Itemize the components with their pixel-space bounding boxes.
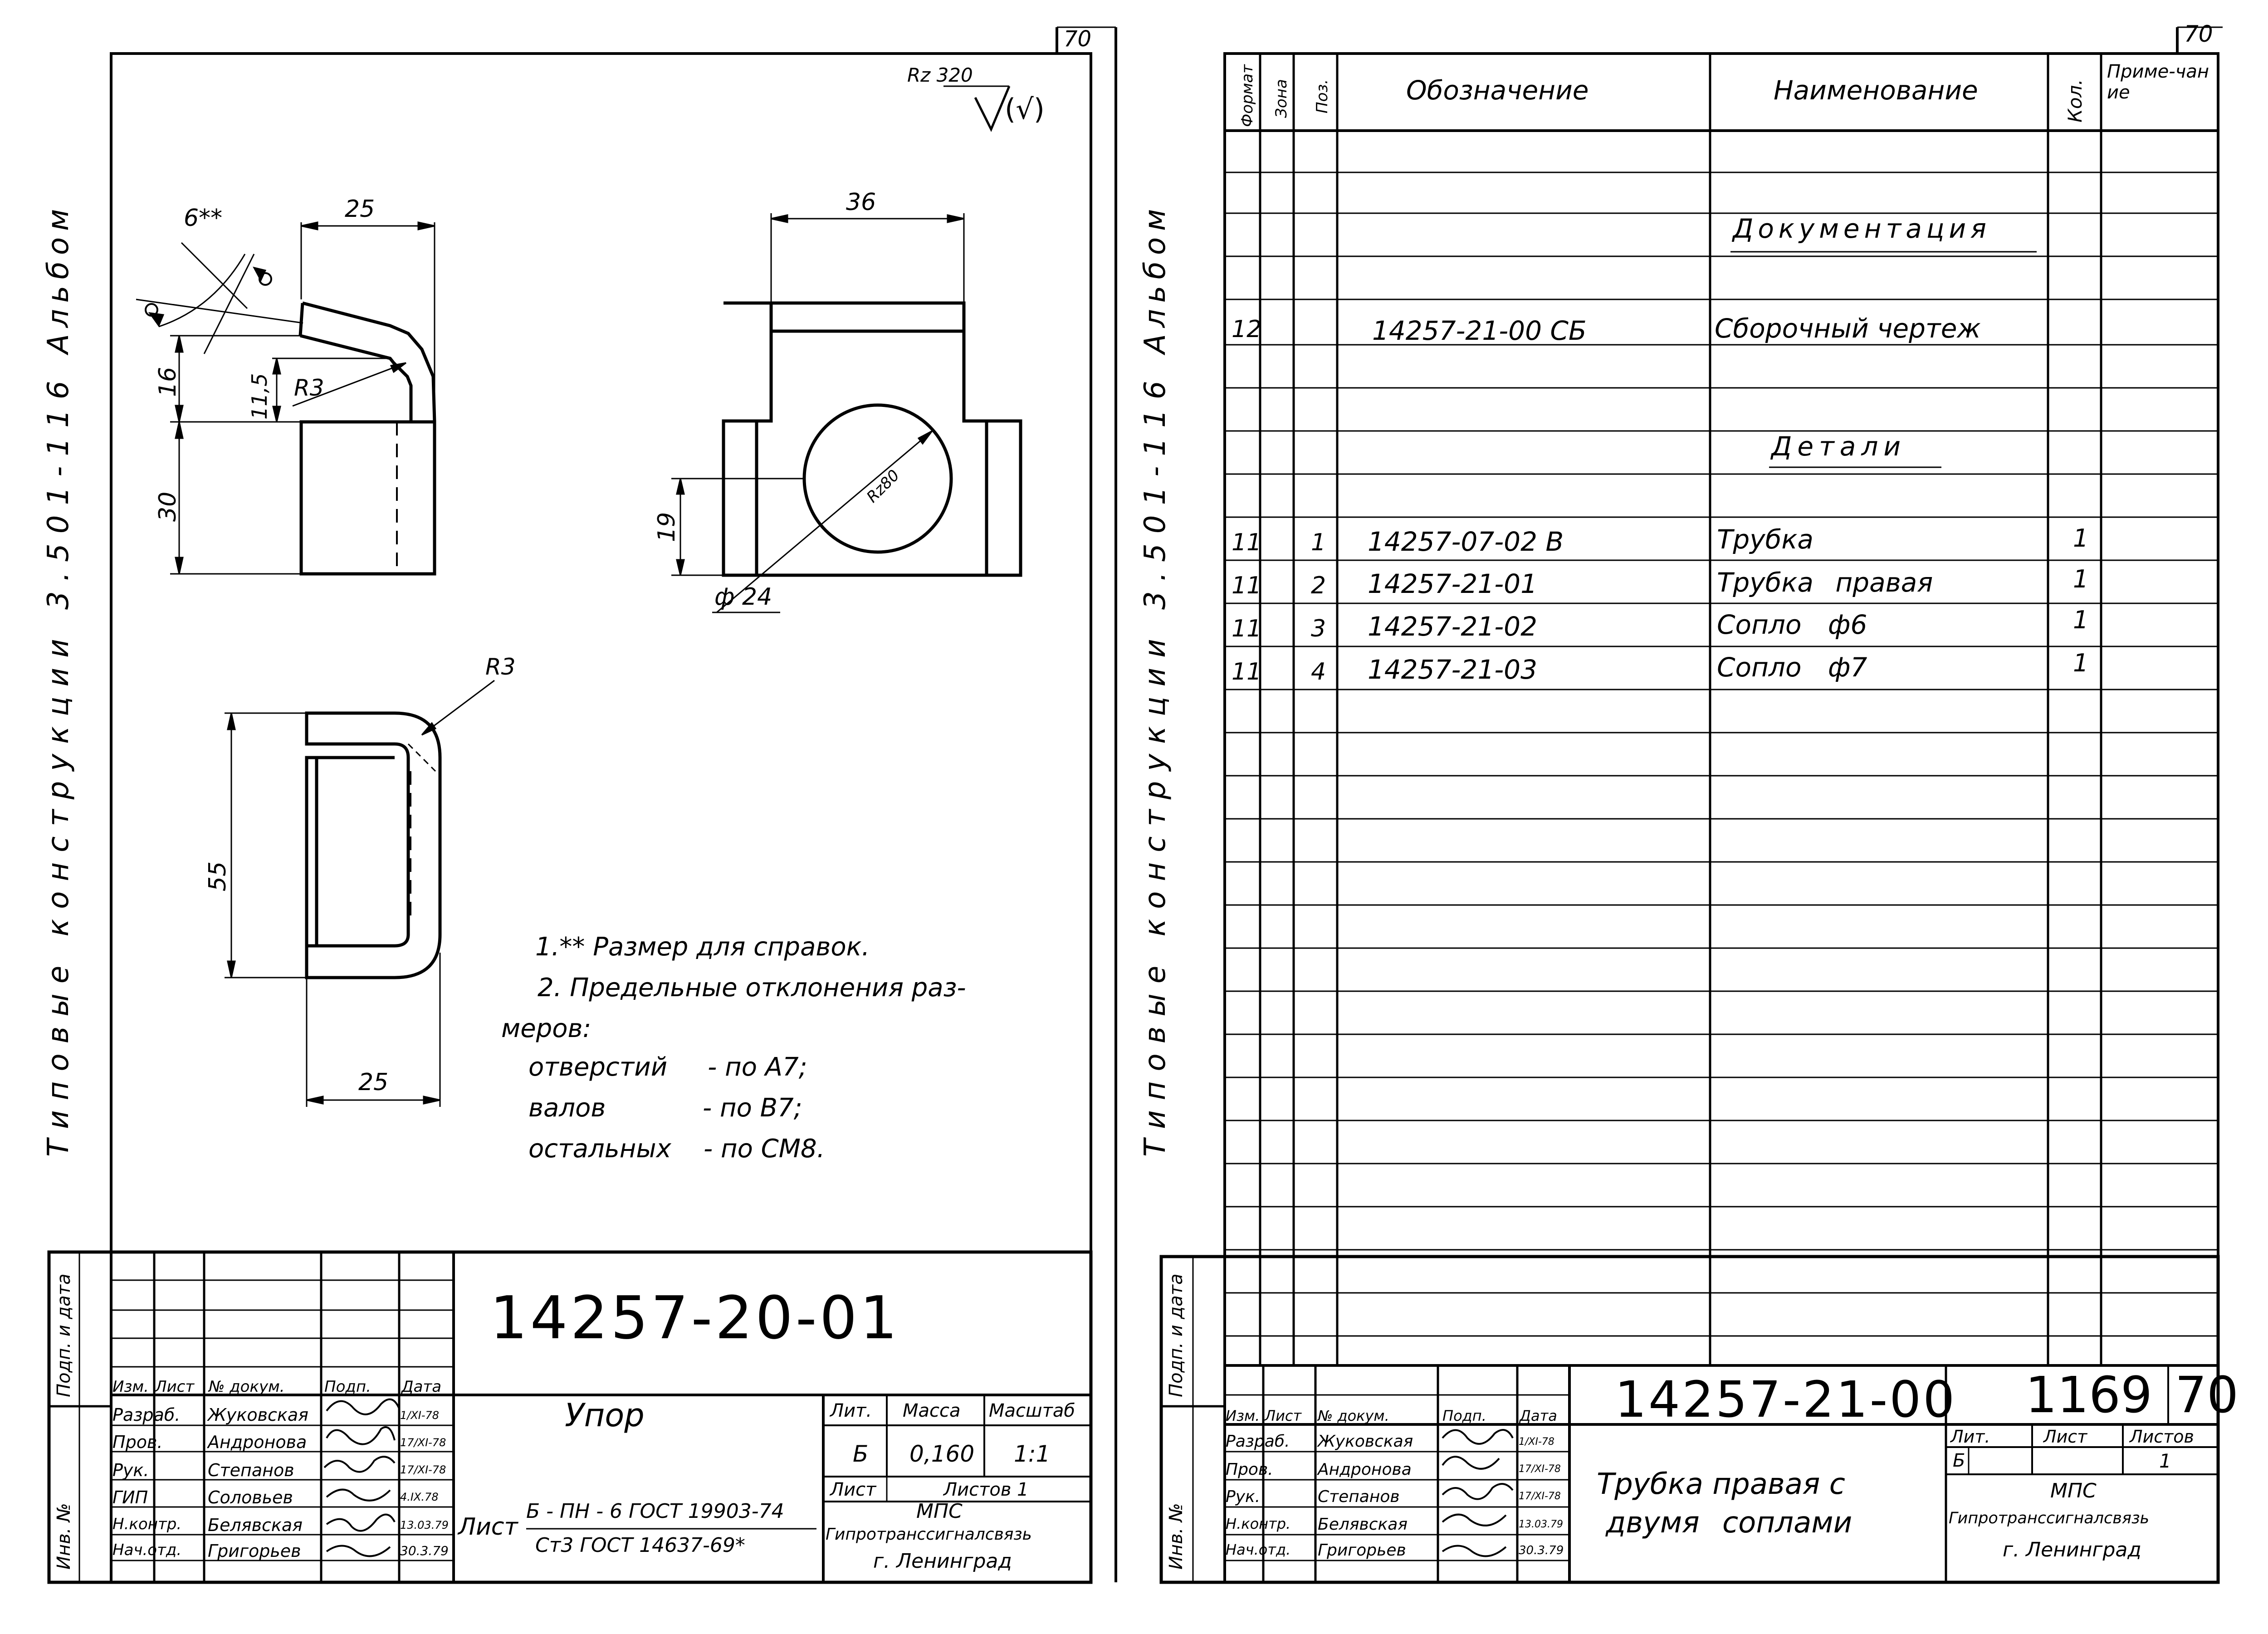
roughness-value: Rz 320 <box>907 64 973 86</box>
dim-19: 19 <box>653 512 680 542</box>
role: Пров. <box>112 1432 163 1452</box>
dim-36: 36 <box>846 189 876 216</box>
right-name-line-2: двумя соплами <box>1606 1506 1853 1540</box>
sign-date: 30.3.79 <box>400 1543 449 1558</box>
inv-no-label-left: Инв. № <box>54 1503 74 1570</box>
album-label-left: Альбом <box>42 202 75 354</box>
inv-no-label-right: Инв. № <box>1166 1503 1187 1570</box>
right-lit-label: Лит. <box>1950 1427 1990 1447</box>
sign-date: 1/XI-78 <box>1519 1436 1554 1448</box>
header-list: Лист <box>1265 1407 1302 1424</box>
left-lit-value: Б <box>853 1441 869 1467</box>
dim-30: 30 <box>154 491 181 522</box>
header-izm: Изм. <box>1226 1407 1260 1424</box>
left-org-line-1: МПС <box>916 1500 963 1523</box>
material-prefix: Лист <box>458 1513 518 1541</box>
role: Разраб. <box>112 1405 181 1425</box>
right-org-line-2: Гипротранссигналсвязь <box>1949 1509 2150 1527</box>
header-doc-no: № докум. <box>1318 1407 1389 1424</box>
dim-16: 16 <box>154 367 181 397</box>
dim-phi-24: ф 24 <box>714 583 772 611</box>
left-org-line-3: г. Ленинград <box>873 1550 1012 1573</box>
cell-name: Сборочный чертеж <box>1715 313 1981 344</box>
dim-rz80: Rz80 <box>863 466 904 507</box>
header-izm: Изм. <box>112 1378 149 1396</box>
dim-6: 6** <box>184 205 223 232</box>
note-line: остальных - по СМ8. <box>528 1134 825 1164</box>
note-line: меров: <box>501 1014 591 1043</box>
signer-name: Григорьев <box>208 1541 301 1561</box>
right-lit-value: Б <box>1953 1450 1965 1471</box>
sign-date: 30.3.79 <box>1519 1544 1564 1557</box>
note-line: 2. Предельные отклонения раз- <box>538 973 966 1003</box>
cell-format: 11 <box>1232 572 1262 599</box>
cell-qty: 1 <box>2073 606 2089 634</box>
material-line-2: Ст3 ГОСТ 14637-69* <box>535 1534 745 1557</box>
header-doc-no: № докум. <box>209 1378 285 1396</box>
cell-format: 11 <box>1232 529 1262 556</box>
right-sheets-label: Листов <box>2130 1427 2194 1447</box>
series-label-left: Типовые конструкции 3.501-116 <box>42 371 75 1157</box>
spec-header-designation: Обозначение <box>1406 75 1589 106</box>
left-scale-label: Масштаб <box>989 1400 1075 1421</box>
signer-name: Григорьев <box>1318 1541 1406 1560</box>
cell-name: Трубка правая <box>1717 567 1933 598</box>
sheet-mark-right: 70 <box>2184 21 2213 47</box>
dim-25-top: 25 <box>345 196 375 223</box>
podp-data-label-left: Подп. и дата <box>54 1273 74 1397</box>
role: Нач.отд. <box>112 1541 182 1559</box>
role: ГИП <box>112 1487 148 1507</box>
right-sheet-frame <box>1225 54 2218 1582</box>
left-lit-label: Лит. <box>830 1400 872 1421</box>
cell-format: 11 <box>1232 615 1262 642</box>
cell-qty: 1 <box>2073 649 2089 677</box>
role: Рук. <box>112 1460 149 1480</box>
left-part-name: Упор <box>565 1397 645 1434</box>
spec-header-pos: Поз. <box>1313 79 1331 113</box>
left-mass-label: Масса <box>903 1400 961 1421</box>
cell-qty: 1 <box>2073 524 2089 553</box>
roughness-note: (√) <box>1005 93 1045 126</box>
role: Разраб. <box>1226 1432 1290 1451</box>
role: Рук. <box>1226 1487 1261 1506</box>
cell-name: Сопло ф6 <box>1717 609 1867 640</box>
cell-format: 12 <box>1232 316 1262 343</box>
dim-r3-top: R3 <box>485 654 516 680</box>
dim-25-bottom: 25 <box>358 1069 389 1096</box>
podp-data-label-right: Подп. и дата <box>1166 1273 1187 1397</box>
signer-name: Степанов <box>208 1460 294 1480</box>
dim-55: 55 <box>204 861 231 891</box>
section-docs: Документация <box>1733 213 1991 244</box>
note-line: отверстий - по А7; <box>528 1052 807 1082</box>
right-doc-number: 14257-21-00 <box>1615 1370 1957 1429</box>
header-data: Дата <box>1520 1407 1557 1424</box>
right-sheet-label: Лист <box>2043 1427 2087 1447</box>
left-doc-number: 14257-20-01 <box>490 1283 900 1352</box>
left-scale-value: 1:1 <box>1014 1441 1051 1467</box>
series-label-right: Типовые конструкции 3.501-116 <box>1139 371 1172 1157</box>
header-podp: Подп. <box>324 1378 371 1396</box>
note-line: валов - по В7; <box>528 1093 802 1123</box>
left-sheet-label: Лист <box>830 1479 876 1500</box>
sign-date: 17/XI-78 <box>1519 1463 1561 1475</box>
signer-name: Жуковская <box>1318 1432 1413 1451</box>
role: Нач.отд. <box>1226 1541 1291 1558</box>
cell-designation: 14257-21-01 <box>1368 568 1537 599</box>
dim-11-5: 11,5 <box>247 373 272 420</box>
signer-name: Степанов <box>1318 1487 1400 1506</box>
cell-pos: 3 <box>1311 615 1326 642</box>
header-podp: Подп. <box>1442 1407 1486 1424</box>
cell-qty: 1 <box>2073 565 2089 593</box>
note-line: 1.** Размер для справок. <box>535 932 870 962</box>
left-org-line-2: Гипротранссигналсвязь <box>826 1525 1032 1544</box>
material-line-1: Б - ПН - 6 ГОСТ 19903-74 <box>526 1500 784 1523</box>
signer-name: Андронова <box>208 1432 307 1452</box>
sign-date: 17/XI-78 <box>400 1463 446 1476</box>
cell-pos: 1 <box>1311 529 1326 556</box>
sign-date: 13.03.79 <box>1519 1519 1563 1530</box>
sign-date: 1/XI-78 <box>400 1409 440 1422</box>
signer-name: Андронова <box>1318 1460 1412 1479</box>
spec-header-qty: Кол. <box>2064 79 2086 122</box>
dim-r3-front: R3 <box>294 375 324 401</box>
spec-header-zone: Зона <box>1272 79 1290 118</box>
sign-date: 17/XI-78 <box>1519 1491 1561 1502</box>
role: Н.контр. <box>1226 1515 1291 1532</box>
cell-pos: 2 <box>1311 572 1326 599</box>
right-org-line-3: г. Ленинград <box>2003 1538 2141 1561</box>
right-name-line-1: Трубка правая с <box>1597 1468 1845 1501</box>
cell-designation: 14257-21-02 <box>1368 611 1537 642</box>
right-page-code: 1169 <box>2025 1366 2152 1424</box>
sign-date: 17/XI-78 <box>400 1436 446 1449</box>
sign-date: 4.IX.78 <box>400 1491 439 1503</box>
left-sheets-label: Листов 1 <box>943 1479 1029 1500</box>
cell-designation: 14257-07-02 В <box>1368 526 1564 557</box>
section-parts: Детали <box>1771 431 1906 462</box>
signer-name: Соловьев <box>208 1487 293 1507</box>
sheet-mark-left: 70 <box>1064 26 1092 52</box>
header-list: Лист <box>155 1378 195 1396</box>
right-org-line-1: МПС <box>2050 1479 2097 1502</box>
spec-header-note: Приме-чание <box>2107 61 2209 103</box>
cell-designation: 14257-21-03 <box>1368 654 1537 685</box>
cell-format: 11 <box>1232 658 1262 685</box>
spec-header-name: Наименование <box>1774 75 1978 106</box>
cell-pos: 4 <box>1311 658 1326 685</box>
left-mass-value: 0,160 <box>909 1441 975 1467</box>
spec-header-format: Формат <box>1238 64 1256 127</box>
signer-name: Белявская <box>1318 1515 1408 1534</box>
role: Н.контр. <box>112 1515 182 1533</box>
cell-name: Сопло ф7 <box>1717 652 1867 683</box>
signer-name: Белявская <box>208 1515 303 1535</box>
right-sheets-value: 1 <box>2159 1450 2171 1472</box>
cell-designation: 14257-21-00 СБ <box>1372 315 1587 346</box>
role: Пров. <box>1226 1460 1273 1479</box>
sign-date: 13.03.79 <box>400 1519 449 1531</box>
right-page-num: 70 <box>2175 1366 2239 1424</box>
header-data: Дата <box>401 1378 442 1396</box>
left-sheet-frame <box>111 54 1091 1582</box>
album-label-right: Альбом <box>1139 202 1172 354</box>
cell-name: Трубка <box>1717 524 1813 555</box>
signer-name: Жуковская <box>208 1405 309 1425</box>
